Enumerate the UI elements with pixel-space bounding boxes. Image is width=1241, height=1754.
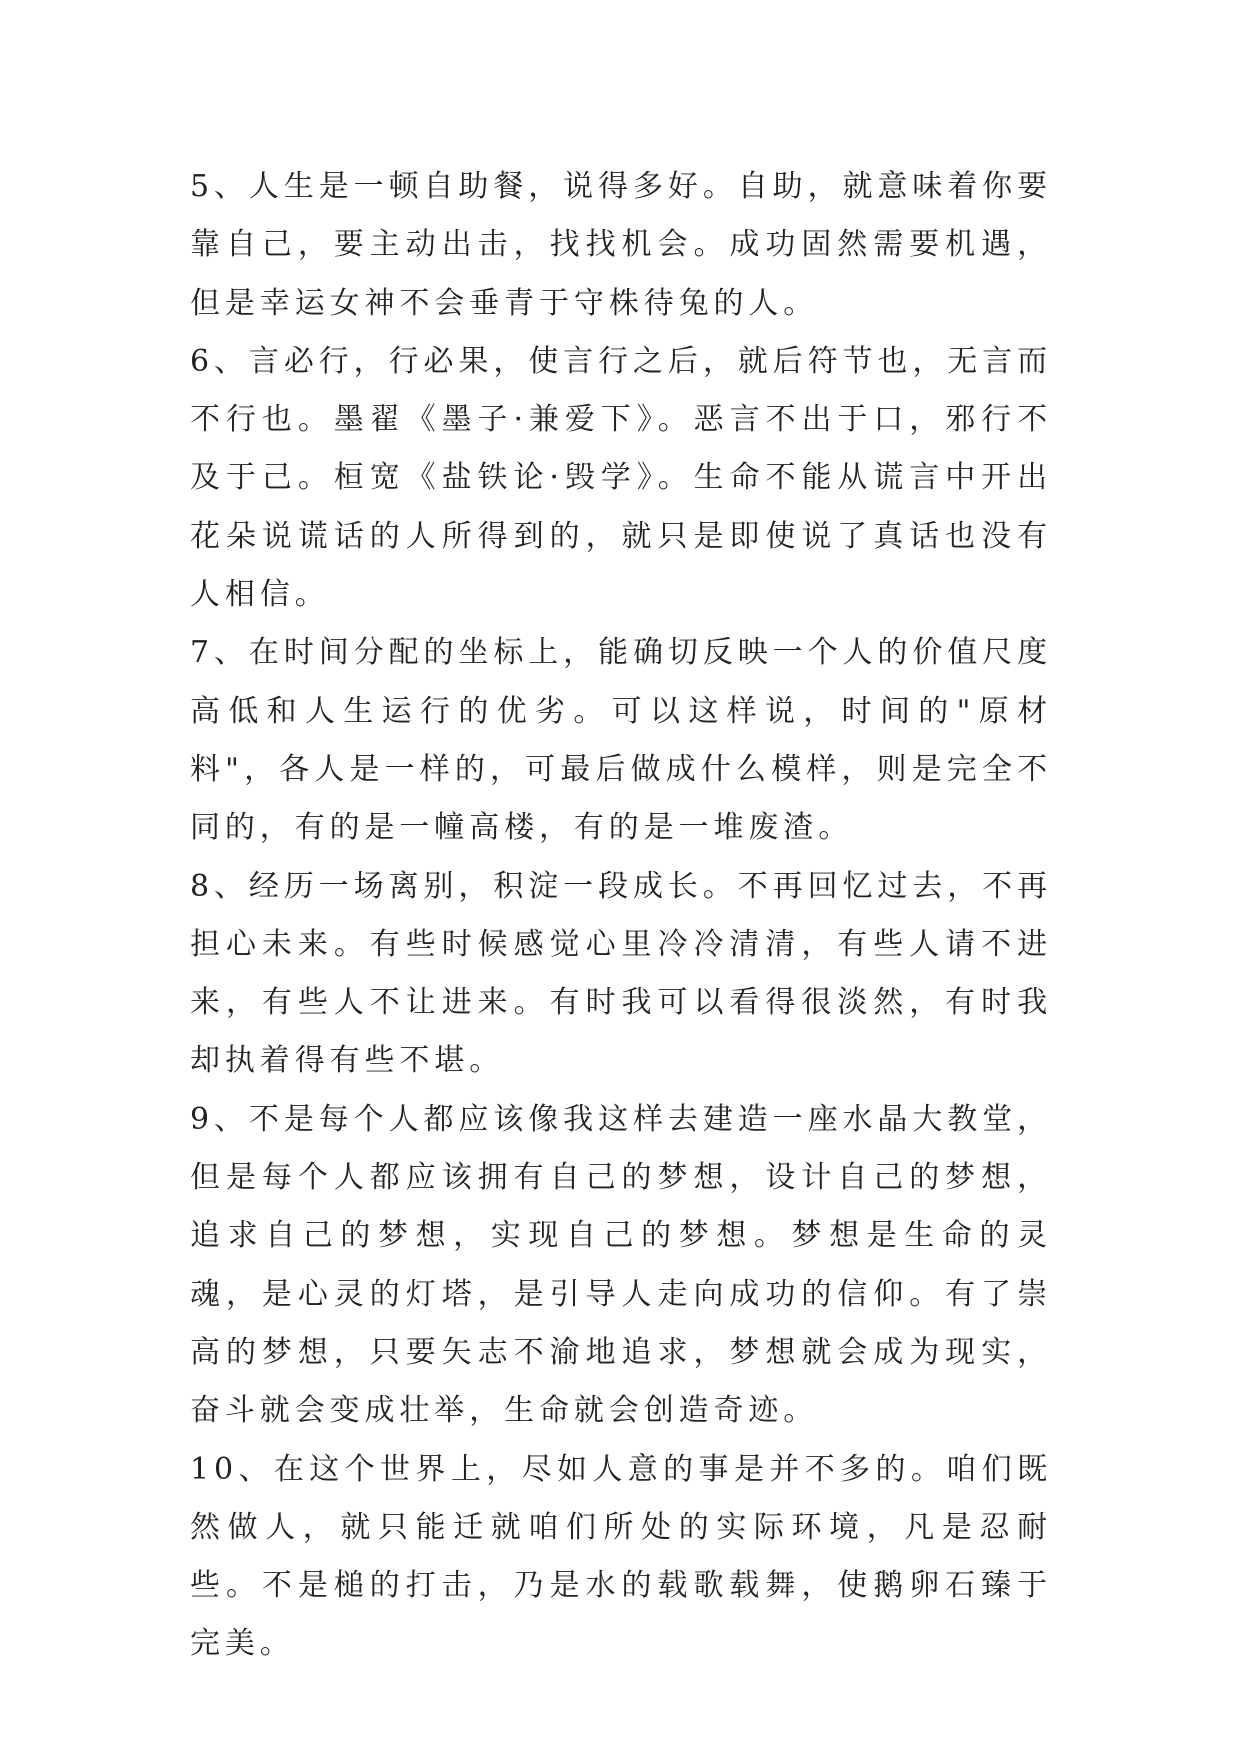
document-body bbox=[190, 158, 1052, 1674]
paragraph-8: 8、经历一场离别，积淀一段成长。不再回忆过去，不再担心未来。有些时候感觉心里冷冷清清，有些人请不进来，有些人不让进来。有时我可以看得很淡然，有时我却执着得有些不堪。 bbox=[190, 868, 1052, 1079]
paragraph-5: 5、人生是一顿自助餐，说得多好。自助，就意味着你要靠自己，要主动出击，找找机会。成功固然需要机遇，但是幸运女神不会垂青于守株待兔的人。 bbox=[190, 169, 1052, 321]
paragraph-6: 6、言必行，行必果，使言行之后，就后符节也，无言而不行也。墨翟《墨子·兼爱下》。恶言不出于口，邪行不及于己。桓宽《盐铁论·毁学》。生命不能从谎言中开出花朵说谎话的人所得到的，就只是即使说了真话也没有人相信。 bbox=[190, 343, 1052, 613]
paragraph-9: 9、不是每个人都应该像我这样去建造一座水晶大教堂，但是每个人都应该拥有自己的梦想，设计自己的梦想，追求自己的梦想，实现自己的梦想。梦想是生命的灵魂，是心灵的灯塔，是引导人走向成功的信仰。有了崇高的梦想，只要矢志不渝地追求，梦想就会成为现实，奋斗就会变成壮举，生命就会创造奇迹。 bbox=[190, 1101, 1052, 1429]
paragraph-7: 7、在时间分配的坐标上，能确切反映一个人的价值尺度高低和人生运行的优劣。可以这样说，时间的"原材料"，各人是一样的，可最后做成什么模样，则是完全不同的，有的是一幢高楼，有的是一堆废渣。 bbox=[190, 635, 1052, 846]
paragraph-10: 10、在这个世界上，尽如人意的事是并不多的。咱们既然做人，就只能迁就咱们所处的实际环境，凡是忍耐些。不是槌的打击，乃是水的载歌载舞，使鹅卵石臻于完美。 bbox=[190, 1451, 1052, 1662]
